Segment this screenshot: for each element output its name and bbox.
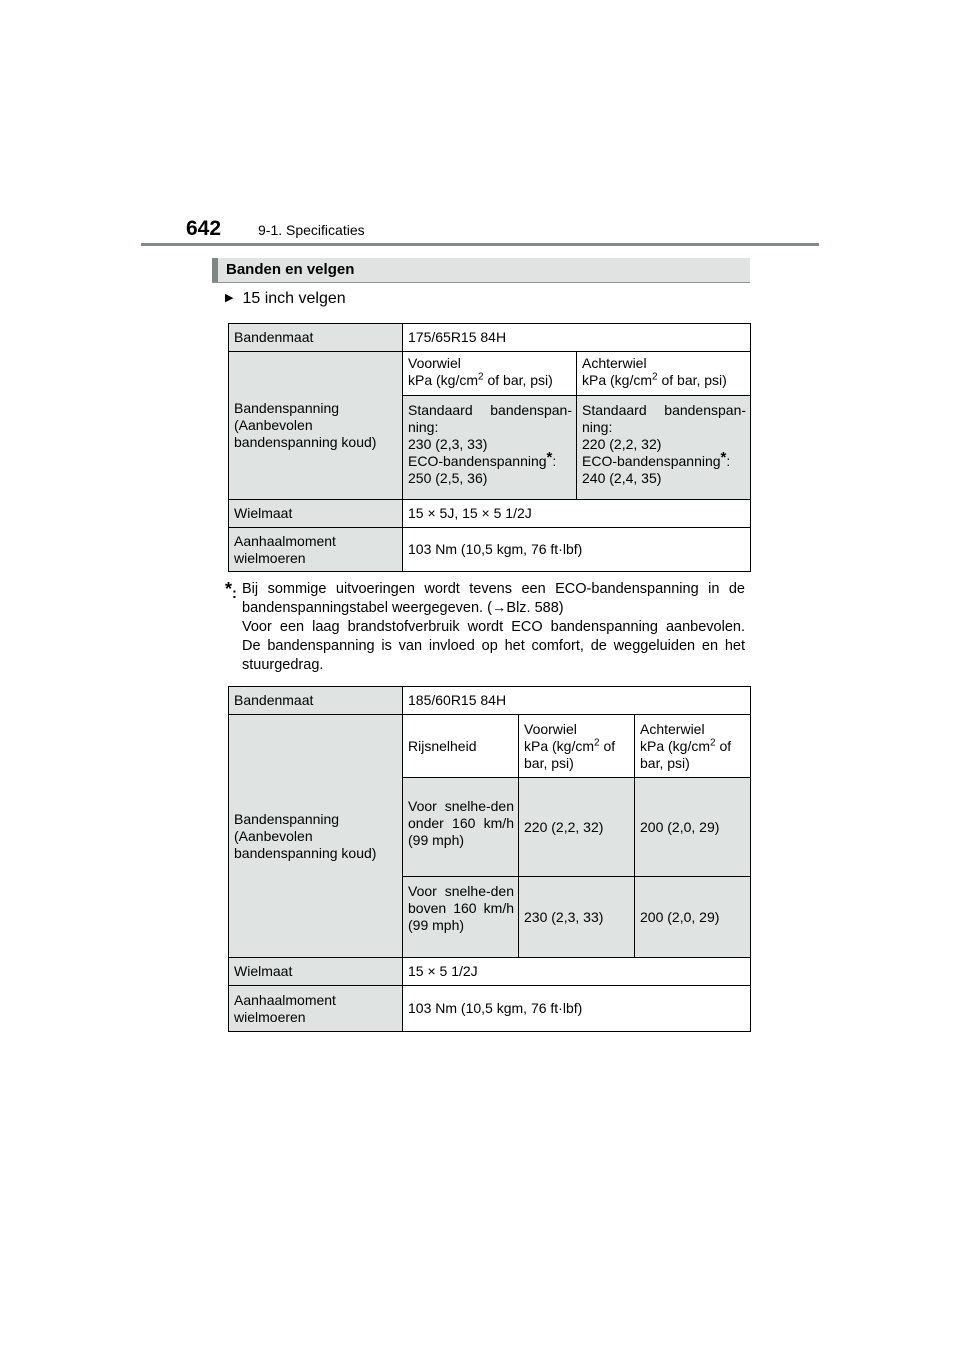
table-value-cell: 15 × 5J, 15 × 5 1/2J [403,500,751,528]
front-pressure-cell: 230 (2,3, 33) [519,877,635,958]
footnote-line: stuurgedrag. [242,657,324,673]
table-row [229,352,751,396]
front-pressure-cell: 220 (2,2, 32) [519,778,635,877]
table-label-cell: Aanhaalmoment wielmoeren [229,986,403,1032]
section-heading [212,258,750,283]
footnote-body [242,580,745,675]
speed-header: Rijsnelheid [403,715,519,778]
table-label-cell: Bandenmaat [229,687,403,715]
table-row [229,958,751,986]
table-value-cell: 175/65R15 84H [403,324,751,352]
footnote-line: De bandenspanning is van invloed op het comfort, de weggeluiden en het [242,638,745,654]
section-label: 9-1. Specificaties [258,222,365,238]
pressure-label-cell: Bandenspanning (Aanbevolen bandenspanning koud) [229,715,403,958]
speed-cell: Voor snelhe-den boven 160 km/h (99 mph) [403,877,519,958]
table-label-cell: Aanhaalmoment wielmoeren [229,528,403,572]
front-wheel-header: Voorwiel kPa ($kg/cm^2$ of bar, psi) [403,352,577,396]
table-label-cell: Bandenmaat [229,324,403,352]
triangle-right-icon: ▶ [225,292,234,304]
rear-pressure-cell: Standaard bandenspan-ning: 220 (2,2, 32) ECO-bandenspanning*: 240 (2,4, 35) [577,396,751,500]
table-row [229,687,751,715]
rear-wheel-header: Achterwiel kPa ($kg/cm^2$ of bar, psi) [635,715,751,778]
table-value-cell: 185/60R15 84H [403,687,751,715]
footnote-line: Voor een laag brandstofverbruik wordt ECO bandenspanning aanbevolen. [242,619,745,635]
table-row [229,324,751,352]
table-label-cell: Wielmaat [229,958,403,986]
rear-wheel-header: Achterwiel kPa ($kg/cm^2$ of bar, psi) [577,352,751,396]
footnote-line: bandenspanningstabel weergegeven. (→Blz. 588) [242,600,564,616]
page-number: 642 [186,217,222,240]
front-pressure-cell: Standaard bandenspan-ning: 230 (2,3, 33) ECO-bandenspanning*: 250 (2,5, 36) [403,396,577,500]
table-row [229,986,751,1032]
table-label-cell: Wielmaat [229,500,403,528]
front-wheel-header: Voorwiel kPa ($kg/cm^2$ of bar, psi) [519,715,635,778]
header-divider [141,243,819,246]
table-row [229,528,751,572]
subheading [225,290,346,308]
pressure-label-cell: Bandenspanning (Aanbevolen bandenspanning koud) [229,352,403,500]
tire-spec-table-2 [228,686,751,1032]
footnote-marker: *: [225,579,237,602]
table-row [229,500,751,528]
table-value-cell: 103 Nm (10,5 kgm, 76 ft·lbf) [403,528,751,572]
subheading-label: 15 inch velgen [242,290,346,307]
rear-pressure-cell: 200 (2,0, 29) [635,778,751,877]
tire-spec-table-1 [228,323,751,572]
footnote-line: Bij sommige uitvoeringen wordt tevens een ECO-bandenspanning in de [242,581,745,597]
speed-cell: Voor snelhe-den onder 160 km/h (99 mph) [403,778,519,877]
footnote [225,580,745,675]
heading-accent-bar [212,258,218,282]
table-value-cell: 103 Nm (10,5 kgm, 76 ft·lbf) [403,986,751,1032]
table-value-cell: 15 × 5 1/2J [403,958,751,986]
table-row [229,715,751,778]
heading-title: Banden en velgen [226,261,355,278]
rear-pressure-cell: 200 (2,0, 29) [635,877,751,958]
